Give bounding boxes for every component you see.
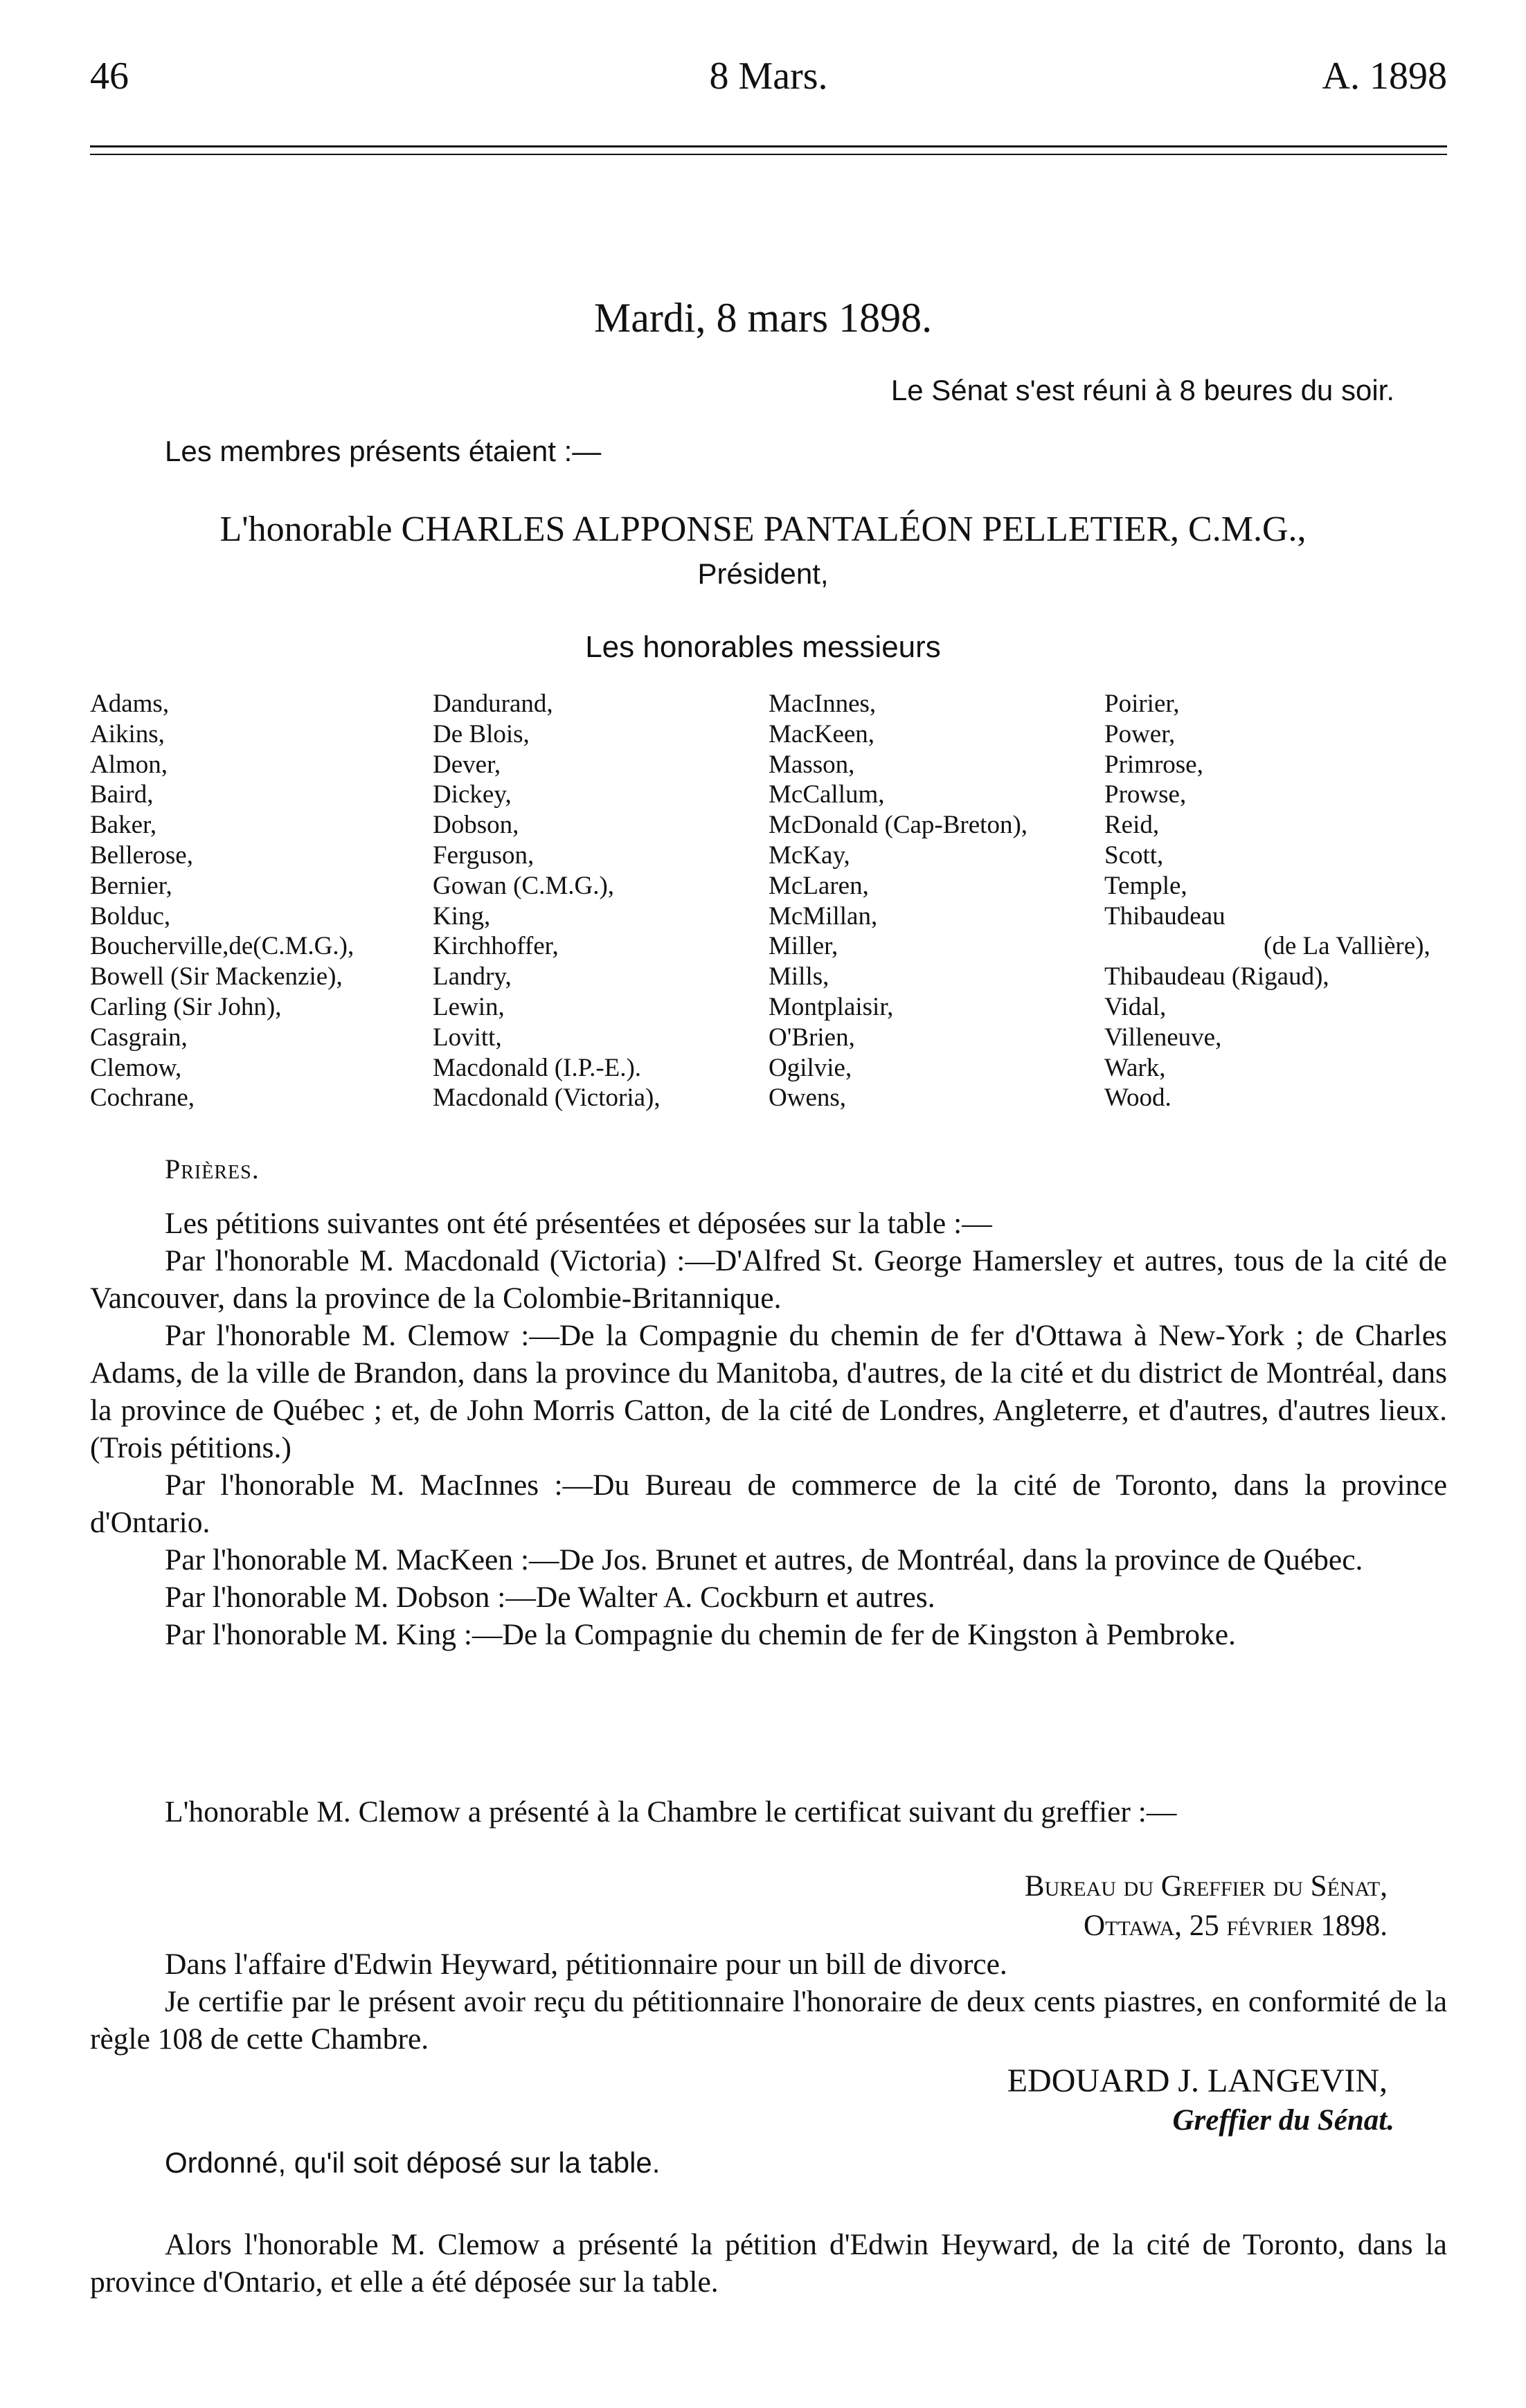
list-item: Ferguson, [433, 841, 535, 870]
list-item: Dandurand, [433, 690, 553, 718]
petition-paragraph: Par l'honorable M. Dobson :—De Walter A. Cockburn et autres. [165, 1581, 935, 1614]
list-item: King, [433, 901, 491, 931]
list-item: Kirchhoffer, [433, 932, 559, 961]
certificate-body [90, 1946, 1447, 2058]
header-rule-thin [90, 154, 1447, 155]
senator-column-3 [769, 689, 1027, 1113]
list-item: Owens, [769, 1084, 847, 1113]
senator-column-2 [433, 689, 661, 1113]
list-item: Montplaisir, [769, 992, 894, 1021]
list-item: McDonald (Cap-Breton), [769, 811, 1028, 840]
list-item: Boucherville,de(C.M.G.), [90, 932, 354, 961]
petition-paragraph: Par l'honorable M. King :—De la Compagnie du chemin de fer de Kingston à Pembroke. [165, 1618, 1236, 1651]
petition-paragraph: Par l'honorable M. MacInnes :—Du Bureau de commerce de la cité de Toronto, dans la province d'Ontario. [90, 1468, 1447, 1539]
list-item: Poirier, [1104, 690, 1180, 718]
signer-title: Greffier du Sénat. [1172, 2104, 1394, 2137]
list-item: Bellerose, [90, 841, 193, 870]
speaker-name: L'honorable CHARLES ALPPONSE PANTALÉON PELLETIER, C.M.G., [219, 510, 1307, 549]
list-item: Aikins, [90, 719, 165, 748]
certificate-paragraph: Je certifie par le présent avoir reçu du pétitionnaire l'honoraire de deux cents piastres, en conformité de la règle 108 de cette Chambre. [90, 1985, 1447, 2056]
list-item: Bolduc, [90, 901, 171, 931]
list-item: Almon, [90, 750, 168, 779]
list-item: McKay, [769, 841, 850, 870]
list-item: Cochrane, [90, 1084, 195, 1113]
ordered-line: Ordonné, qu'il soit déposé sur la table. [165, 2146, 661, 2179]
list-item: Dickey, [433, 780, 512, 809]
certificate-place-date: Ottawa, 25 février 1898. [1084, 1910, 1388, 1942]
senator-list [90, 689, 1447, 1118]
list-item: Adams, [90, 690, 170, 718]
header-date: 8 Mars. [709, 55, 828, 98]
list-item: O'Brien, [769, 1023, 855, 1052]
list-item: Temple, [1104, 871, 1187, 900]
list-item: De Blois, [433, 719, 530, 748]
list-item: Lovitt, [433, 1023, 502, 1052]
list-item: Masson, [769, 750, 855, 779]
list-item: Landry, [433, 962, 512, 991]
list-item: Macdonald (Victoria), [433, 1084, 661, 1113]
list-item: Wark, [1104, 1053, 1166, 1082]
list-item: Vidal, [1104, 992, 1167, 1021]
petitions-section [90, 1205, 1447, 1653]
running-header [90, 54, 1447, 109]
list-item: McLaren, [769, 871, 869, 900]
list-item: Villeneuve, [1104, 1023, 1222, 1052]
certificate-signer: EDOUARD J. LANGEVIN, [1007, 2063, 1388, 2099]
sitting-time: Le Sénat s'est réuni à 8 beures du soir. [890, 374, 1394, 406]
senator-column-4 [1104, 689, 1430, 1113]
senator-column-1 [90, 689, 354, 1113]
list-item: Dobson, [433, 811, 519, 840]
list-item: Mills, [769, 962, 829, 991]
certificate-paragraph: Dans l'affaire d'Edwin Heyward, pétitionnaire pour un bill de divorce. [165, 1948, 1007, 1981]
list-item: Bernier, [90, 871, 172, 900]
header-year: A. 1898 [1322, 55, 1447, 98]
present-intro: Les membres présents étaient :— [165, 435, 602, 467]
final-paragraph: Alors l'honorable M. Clemow a présenté la pétition d'Edwin Heyward, de la cité de Toronto, dans la province d'Ontario, et elle a été déposée sur la table. [90, 2228, 1447, 2299]
list-item: Reid, [1104, 811, 1160, 840]
honorables-heading: Les honorables messieurs [585, 630, 941, 664]
petition-paragraph: Par l'honorable M. MacKeen :—De Jos. Brunet et autres, de Montréal, dans la province de Québec. [165, 1543, 1363, 1576]
list-item: Prowse, [1104, 780, 1187, 809]
final-section [90, 2226, 1447, 2301]
list-item: Gowan (C.M.G.), [433, 871, 615, 900]
list-item: Scott, [1104, 841, 1164, 870]
list-item: Dever, [433, 750, 501, 779]
petition-paragraph: Par l'honorable M. Clemow :—De la Compagnie du chemin de fer d'Ottawa à New-York ; de Charles Adams, de la ville de Brandon, dans la province du Manitoba, d'autres, de la cité et du district de Montréal, dans la province de Québec ; et, de John Morris Catton, de la cité de Londres, Angleterre, et d'autres, d'autres lieux. (Trois pétitions.) [90, 1319, 1447, 1464]
petitions-intro: Les pétitions suivantes ont été présentées et déposées sur la table :— [165, 1207, 992, 1240]
header-rule [90, 145, 1447, 147]
list-item: Primrose, [1104, 750, 1203, 779]
list-item: Ogilvie, [769, 1053, 852, 1082]
list-item: Bowell (Sir Mackenzie), [90, 962, 343, 991]
list-item: Wood. [1104, 1084, 1172, 1113]
list-item: McCallum, [769, 780, 885, 809]
clerk-office: Bureau du Greffier du Sénat, [1024, 1870, 1388, 1903]
list-item: Clemow, [90, 1053, 182, 1082]
list-item: (de La Vallière), [1264, 932, 1430, 961]
list-item: MacKeen, [769, 719, 875, 748]
list-item: Lewin, [433, 992, 505, 1021]
list-item: Carling (Sir John), [90, 992, 282, 1021]
list-item: Baker, [90, 811, 157, 840]
prayers-heading: Prières. [165, 1153, 260, 1185]
list-item: Casgrain, [90, 1023, 188, 1052]
list-item: MacInnes, [769, 690, 877, 718]
list-item: Power, [1104, 719, 1176, 748]
list-item: Macdonald (I.P.-E.). [433, 1053, 642, 1082]
list-item: Miller, [769, 932, 838, 961]
list-item: McMillan, [769, 901, 878, 931]
certificate-intro-section [90, 1793, 1447, 1831]
list-item: Thibaudeau (Rigaud), [1104, 962, 1329, 991]
certificate-intro: L'honorable M. Clemow a présenté à la Chambre le certificat suivant du greffier :— [165, 1795, 1177, 1829]
sitting-date-title: Mardi, 8 mars 1898. [593, 295, 933, 341]
page-number: 46 [90, 55, 129, 98]
list-item: Baird, [90, 780, 154, 809]
petition-paragraph: Par l'honorable M. Macdonald (Victoria) :—D'Alfred St. George Hamersley et autres, tous de la cité de Vancouver, dans la province de la Colombie-Britannique. [90, 1244, 1447, 1315]
list-item: Thibaudeau [1104, 901, 1226, 931]
speaker-role: Président, [697, 557, 829, 590]
